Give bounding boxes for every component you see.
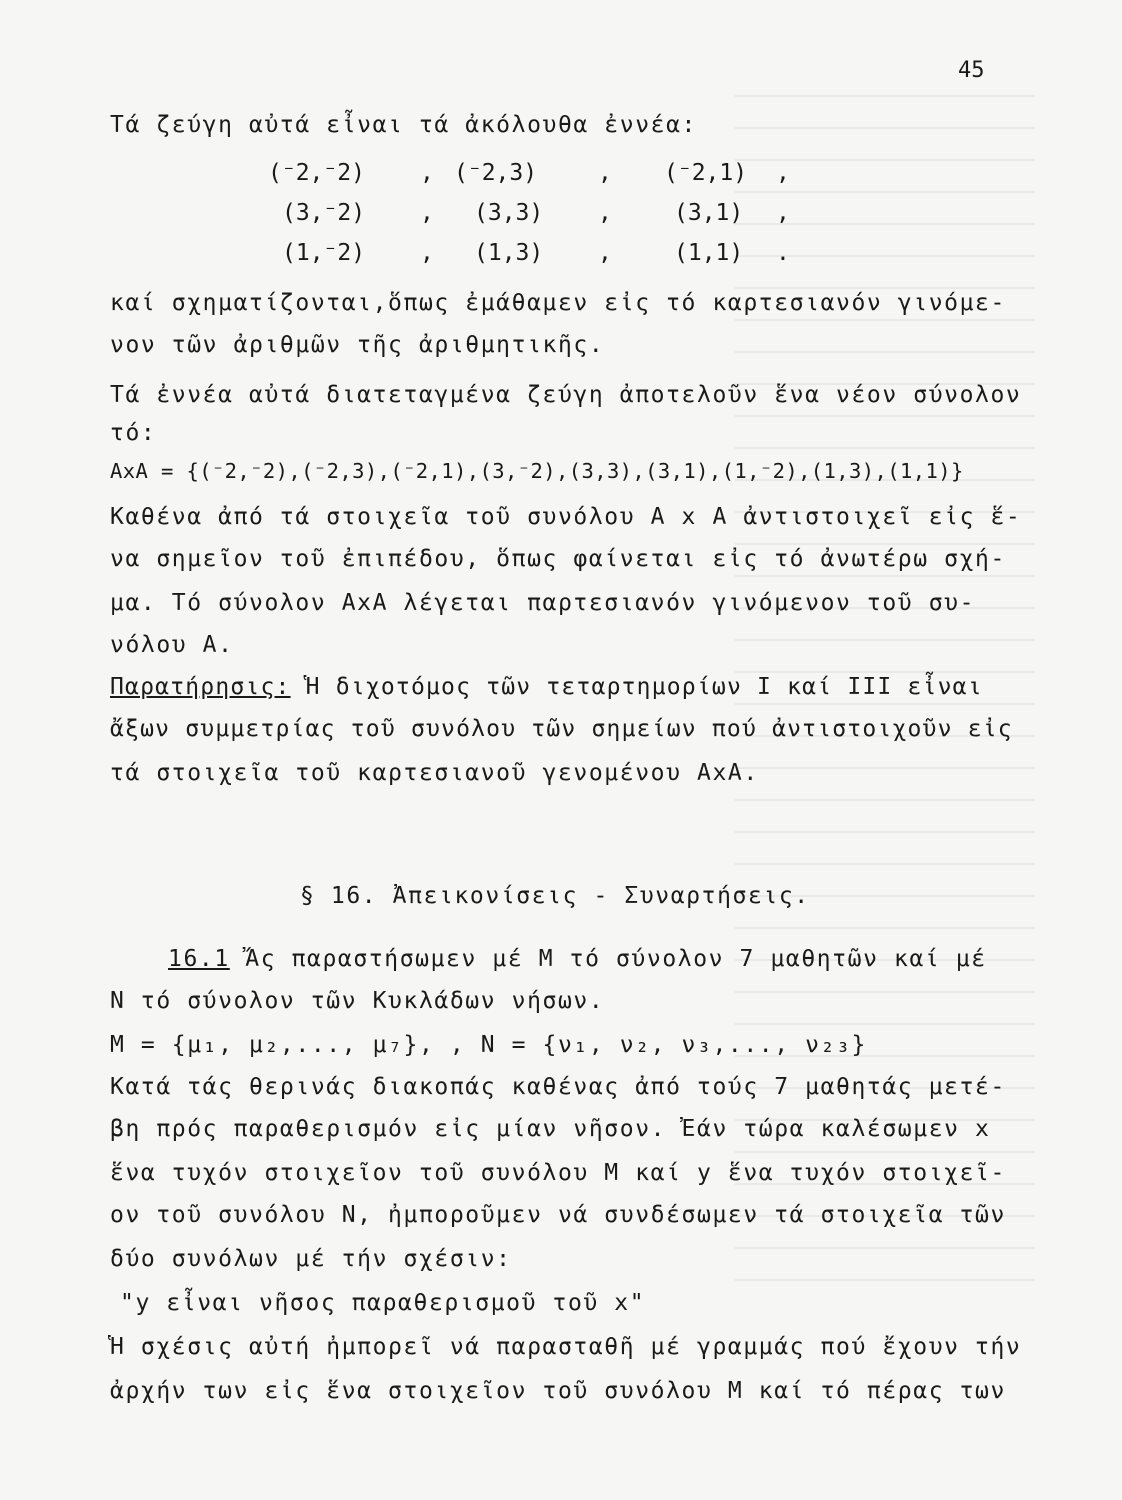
text-line: ἀρχήν των εἰς ἕνα στοιχεῖον τοῦ συνόλου Μ καί τό πέρας των bbox=[110, 1378, 1006, 1404]
comma: , bbox=[420, 200, 434, 226]
quote-line: "y εἶναι νῆσος παραθερισμοῦ τοῦ x" bbox=[120, 1290, 646, 1316]
sets-line: Μ = {μ₁, μ₂,..., μ₇}, , Ν = {ν₁, ν₂, ν₃,..., ν₂₃} bbox=[110, 1032, 867, 1058]
pair: (⁻2,3) bbox=[454, 160, 538, 186]
pair: (⁻2,1) bbox=[664, 160, 748, 186]
text-line: Κατά τάς θερινάς διακοπάς καθένας ἀπό τούς 7 μαθητάς μετέ- bbox=[110, 1074, 1006, 1100]
text-line: να σημεῖον τοῦ ἐπιπέδου, ὅπως φαίνεται εἰς τό ἀνωτέρω σχή- bbox=[110, 546, 1006, 572]
remark-label: Παρατήρησις: bbox=[110, 674, 291, 700]
text-line: μα. Τό σύνολον ΑxΑ λέγεται παρτεσιανόν γινόμενον τοῦ συ- bbox=[110, 590, 976, 616]
pair: (1,⁻2) bbox=[282, 240, 366, 266]
text-line: ον τοῦ συνόλου Ν, ἠμποροῦμεν νά συνδέσωμεν τά στοιχεῖα τῶν bbox=[110, 1202, 1006, 1228]
text-line: τά στοιχεῖα τοῦ καρτεσιανοῦ γενομένου ΑxΑ. bbox=[110, 760, 759, 786]
text-line: Ν τό σύνολον τῶν Κυκλάδων νήσων. bbox=[110, 988, 605, 1014]
page-number: 45 bbox=[958, 58, 985, 83]
comma: , bbox=[420, 160, 434, 186]
pair: (1,3) bbox=[474, 240, 544, 266]
text-line: Ἡ σχέσις αὐτή ἠμπορεῖ νά παρασταθῆ μέ γραμμάς πού ἔχουν τήν bbox=[110, 1334, 1022, 1360]
subsection-text: Ἄς παραστήσωμεν μέ Μ τό σύνολον 7 μαθητῶν καί μέ bbox=[229, 946, 987, 972]
text-line: Καθένα ἀπό τά στοιχεῖα τοῦ συνόλου Α x Α ἀντιστοιχεῖ εἰς ἕ- bbox=[110, 504, 1022, 530]
text-line: Τά ἐννέα αὐτά διατεταγμένα ζεύγη ἀποτελοῦν ἕνα νέον σύνολον bbox=[110, 382, 1022, 408]
comma: . bbox=[776, 240, 790, 266]
remark-line bbox=[110, 672, 983, 702]
comma: , bbox=[598, 240, 612, 266]
text-line: νον τῶν ἀριθμῶν τῆς ἀριθμητικῆς. bbox=[110, 332, 605, 358]
comma: , bbox=[598, 200, 612, 226]
comma: , bbox=[420, 240, 434, 266]
text-line: βη πρός παραθερισμόν εἰς μίαν νῆσον. Ἐάν τώρα καλέσωμεν x bbox=[110, 1116, 991, 1142]
text-line: ἄξων συμμετρίας τοῦ συνόλου τῶν σημείων πού ἀντιστοιχοῦν εἰς bbox=[110, 716, 1013, 742]
set-expression: ΑxΑ = {(⁻2,⁻2),(⁻2,3),(⁻2,1),(3,⁻2),(3,3),(3,1),(1,⁻2),(1,3),(1,1)} bbox=[110, 459, 964, 483]
pair: (⁻2,⁻2) bbox=[268, 160, 365, 186]
text-line: δύο συνόλων μέ τήν σχέσιν: bbox=[110, 1246, 512, 1272]
text-line: καί σχηματίζονται,ὅπως ἐμάθαμεν εἰς τό καρτεσιανόν γινόμε- bbox=[110, 290, 1006, 316]
section-heading: § 16. Ἀπεικονίσεις - Συναρτήσεις. bbox=[300, 883, 810, 909]
comma: , bbox=[598, 160, 612, 186]
pair: (1,1) bbox=[674, 240, 744, 266]
remark-text: Ἡ διχοτόμος τῶν τεταρτημορίων Ι καί ΙΙΙ εἶναι bbox=[290, 674, 983, 700]
text-line: ἕνα τυχόν στοιχεῖον τοῦ συνόλου Μ καί y ἕνα τυχόν στοιχεῖ- bbox=[110, 1160, 1006, 1186]
text-line: τό: bbox=[110, 420, 157, 446]
subsection-line bbox=[168, 944, 987, 974]
intro-line: Τά ζεύγη αὐτά εἶναι τά ἀκόλουθα ἐννέα: bbox=[110, 112, 697, 138]
comma: , bbox=[776, 160, 790, 186]
pair: (3,1) bbox=[674, 200, 744, 226]
text-line: νόλου Α. bbox=[110, 632, 234, 658]
pair: (3,⁻2) bbox=[282, 200, 366, 226]
comma: , bbox=[776, 200, 790, 226]
pair: (3,3) bbox=[474, 200, 544, 226]
subsection-number: 16.1 bbox=[168, 946, 230, 972]
